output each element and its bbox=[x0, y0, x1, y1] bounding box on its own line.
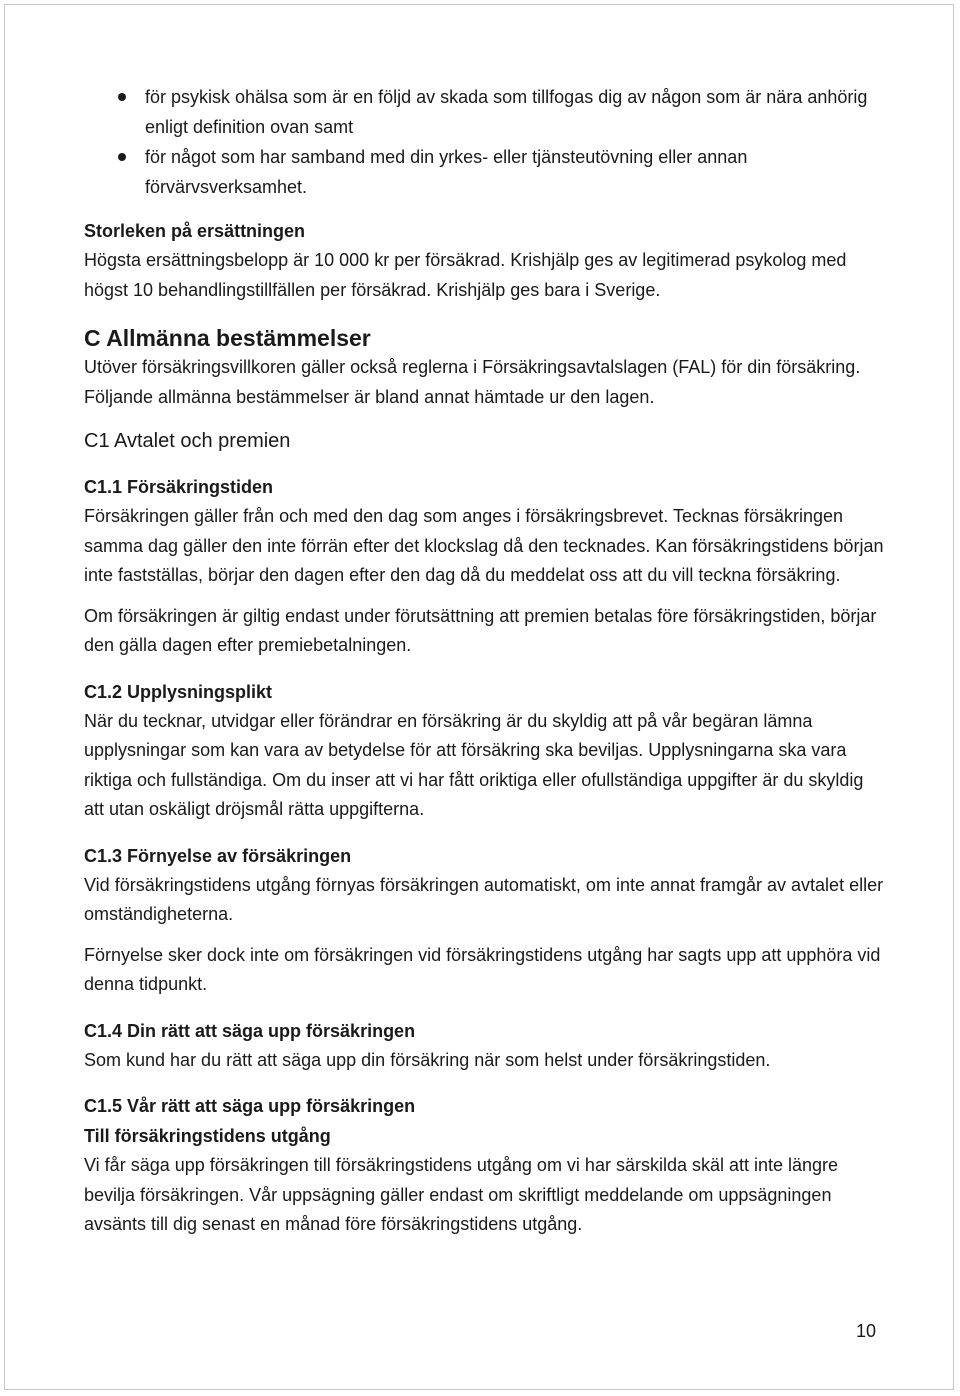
subheading-c15: Till försäkringstidens utgång bbox=[84, 1126, 331, 1146]
paragraph-c13-1: Vid försäkringstidens utgång förnyas försäkringen automatiskt, om inte annat framgår av avtalet eller omständigheterna. bbox=[84, 874, 884, 924]
heading-c12: C1.2 Upplysningsplikt bbox=[84, 681, 273, 702]
heading-c15: C1.5 Vår rätt att säga upp försäkringen bbox=[84, 1096, 416, 1116]
heading-c11: C1.1 Försäkringstiden bbox=[84, 477, 274, 497]
paragraph-section-c: Utöver försäkringsvillkoren gäller också reglerna i Försäkringsavtalslagen (FAL) för din försäkring. Följande allmänna bestämmelser är bland annat hämtade ur den lagen. bbox=[84, 357, 861, 407]
page-number: 10 bbox=[855, 1321, 876, 1341]
paragraph-storlek: Högsta ersättningsbelopp är 10 000 kr per försäkrad. Krishjälp ges av legitimerad psykolog med högst 10 behandlingstillfällen per försäkrad. Krishjälp ges bara i Sverige. bbox=[84, 250, 847, 300]
paragraph-c13-2: Förnyelse sker dock inte om försäkringen vid försäkringstidens utgång har sagts upp att upphöra vid denna tidpunkt. bbox=[84, 944, 881, 994]
heading-c1: C1 Avtalet och premien bbox=[84, 430, 291, 452]
paragraph-c15: Vi får säga upp försäkringen till försäkringstidens utgång om vi har särskilda skäl att inte längre bevilja försäkringen. Vår uppsägning gäller endast om skriftligt meddelande om uppsägningen avsänts till dig senast en månad före försäkringstidens utgång. bbox=[84, 1155, 839, 1234]
bullet-text: för psykisk ohälsa som är en följd av skada som tillfogas dig av någon som är nära anhörig enligt definition ovan samt bbox=[145, 87, 868, 137]
heading-storlek: Storleken på ersättningen bbox=[84, 221, 306, 241]
paragraph-c14: Som kund har du rätt att säga upp din försäkring när som helst under försäkringstiden. bbox=[84, 1049, 771, 1070]
bullet-icon bbox=[118, 93, 126, 101]
heading-section-c: C Allmänna bestämmelser bbox=[84, 325, 371, 351]
paragraph-c11-1: Försäkringen gäller från och med den dag som anges i försäkringsbrevet. Tecknas försäkringen samma dag gäller den inte förrän efter det klockslag då den tecknades. Kan försäkringstidens början inte fastställas, börjar den dagen efter den dag då du meddelat oss att du vill teckna försäkring. bbox=[84, 506, 884, 585]
list-item bbox=[82, 82, 884, 142]
heading-c13: C1.3 Förnyelse av försäkringen bbox=[84, 845, 352, 866]
paragraph-c11-2: Om försäkringen är giltig endast under förutsättning att premien betalas före försäkringstiden, börjar den gälla dagen efter premiebetalningen. bbox=[84, 605, 877, 655]
heading-c14: C1.4 Din rätt att säga upp försäkringen bbox=[84, 1020, 416, 1041]
document-body bbox=[84, 82, 884, 1240]
bullet-list bbox=[82, 82, 884, 202]
bullet-icon bbox=[118, 153, 126, 161]
bullet-text: för något som har samband med din yrkes- eller tjänsteutövning eller annan förvärvsverksamhet. bbox=[145, 147, 748, 197]
list-item bbox=[82, 142, 884, 202]
paragraph-c12: När du tecknar, utvidgar eller förändrar en försäkring är du skyldig att på vår begäran lämna upplysningar som kan vara av betydelse för att försäkring ska beviljas. Upplysningarna ska vara riktiga och fullständiga. Om du inser att vi har fått oriktiga eller ofullständiga uppgifter är du skyldig att utan oskäligt dröjsmål rätta uppgifterna. bbox=[84, 710, 864, 819]
